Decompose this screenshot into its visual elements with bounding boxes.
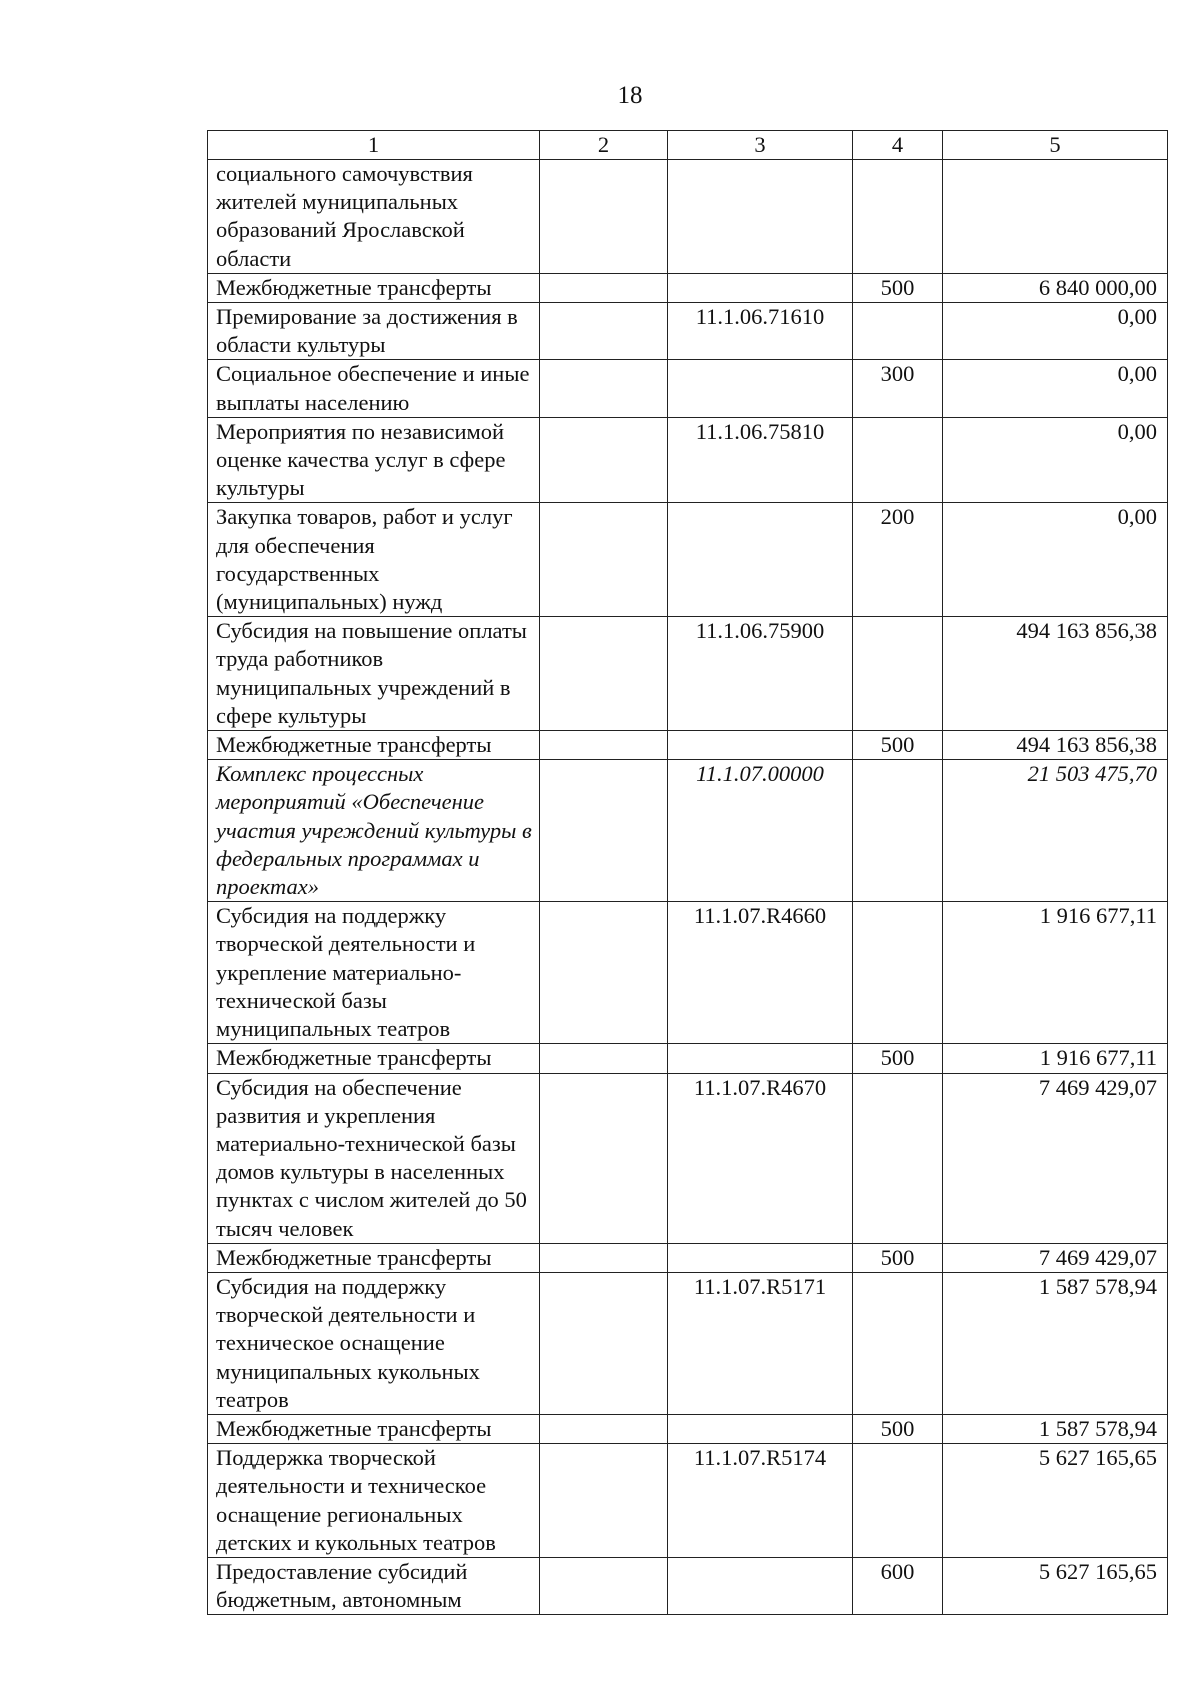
row-amount-cell: 5 627 165,65 [943, 1557, 1168, 1614]
row-amount-cell: 21 503 475,70 [943, 760, 1168, 902]
row-col2-cell [540, 1073, 668, 1243]
row-amount-cell: 1 587 578,94 [943, 1414, 1168, 1443]
column-number-3: 3 [668, 131, 853, 160]
table-row [208, 1557, 1168, 1614]
row-kvr-cell: 200 [853, 503, 943, 617]
row-kvr-cell [853, 160, 943, 274]
row-code-cell [668, 503, 853, 617]
row-kvr-cell: 300 [853, 360, 943, 417]
row-code-cell [668, 731, 853, 760]
row-kvr-cell [853, 760, 943, 902]
table-row [208, 503, 1168, 617]
row-code-cell: 11.1.07.R5174 [668, 1444, 853, 1558]
column-number-2: 2 [540, 131, 668, 160]
row-name-cell: Межбюджетные трансферты [208, 731, 540, 760]
row-code-cell: 11.1.06.75900 [668, 617, 853, 731]
row-amount-cell: 5 627 165,65 [943, 1444, 1168, 1558]
row-amount-cell: 0,00 [943, 503, 1168, 617]
row-amount-cell: 6 840 000,00 [943, 273, 1168, 302]
row-code-cell [668, 1243, 853, 1272]
table-body [208, 160, 1168, 1615]
row-kvr-cell [853, 902, 943, 1044]
column-number-row [208, 131, 1168, 160]
row-amount-cell: 1 916 677,11 [943, 1044, 1168, 1073]
table-header [208, 131, 1168, 160]
row-col2-cell [540, 617, 668, 731]
row-col2-cell [540, 1243, 668, 1272]
row-name-cell: Субсидия на обеспечение развития и укрепления материально-технической базы домов культуры в населенных пунктах с числом жителей до 50 тысяч человек [208, 1073, 540, 1243]
budget-table [207, 130, 1168, 1615]
row-code-cell: 11.1.07.R4660 [668, 902, 853, 1044]
row-col2-cell [540, 1414, 668, 1443]
row-col2-cell [540, 731, 668, 760]
column-number-5: 5 [943, 131, 1168, 160]
table-row [208, 617, 1168, 731]
table-row [208, 1073, 1168, 1243]
row-name-cell: Субсидия на повышение оплаты труда работников муниципальных учреждений в сфере культуры [208, 617, 540, 731]
row-name-cell: Предоставление субсидий бюджетным, автономным [208, 1557, 540, 1614]
row-col2-cell [540, 417, 668, 503]
row-col2-cell [540, 303, 668, 360]
row-amount-cell: 1 916 677,11 [943, 902, 1168, 1044]
row-name-cell: Межбюджетные трансферты [208, 273, 540, 302]
table-row [208, 417, 1168, 503]
row-amount-cell: 0,00 [943, 417, 1168, 503]
table-row [208, 760, 1168, 902]
table-row [208, 360, 1168, 417]
column-number-1: 1 [208, 131, 540, 160]
row-code-cell [668, 160, 853, 274]
table-row [208, 1444, 1168, 1558]
row-kvr-cell: 500 [853, 1044, 943, 1073]
row-col2-cell [540, 1044, 668, 1073]
row-amount-cell: 7 469 429,07 [943, 1243, 1168, 1272]
row-col2-cell [540, 160, 668, 274]
table-row [208, 1044, 1168, 1073]
row-kvr-cell: 500 [853, 1414, 943, 1443]
row-col2-cell [540, 1557, 668, 1614]
row-name-cell: Поддержка творческой деятельности и техническое оснащение региональных детских и кукольных театров [208, 1444, 540, 1558]
table-row [208, 303, 1168, 360]
row-code-cell: 11.1.07.R5171 [668, 1272, 853, 1414]
table-row [208, 1272, 1168, 1414]
table-row [208, 1243, 1168, 1272]
row-code-cell [668, 1557, 853, 1614]
row-name-cell: Субсидия на поддержку творческой деятельности и укрепление материально-технической базы муниципальных театров [208, 902, 540, 1044]
row-name-cell: Мероприятия по независимой оценке качества услуг в сфере культуры [208, 417, 540, 503]
table-row [208, 273, 1168, 302]
row-col2-cell [540, 360, 668, 417]
row-col2-cell [540, 902, 668, 1044]
row-kvr-cell [853, 1272, 943, 1414]
row-kvr-cell [853, 617, 943, 731]
row-kvr-cell: 500 [853, 1243, 943, 1272]
row-amount-cell: 0,00 [943, 360, 1168, 417]
row-code-cell: 11.1.06.71610 [668, 303, 853, 360]
row-amount-cell: 0,00 [943, 303, 1168, 360]
row-col2-cell [540, 503, 668, 617]
table-row [208, 902, 1168, 1044]
row-code-cell: 11.1.07.R4670 [668, 1073, 853, 1243]
row-code-cell: 11.1.06.75810 [668, 417, 853, 503]
table-row [208, 1414, 1168, 1443]
table-row [208, 160, 1168, 274]
row-col2-cell [540, 273, 668, 302]
row-kvr-cell: 500 [853, 731, 943, 760]
row-name-cell: Премирование за достижения в области культуры [208, 303, 540, 360]
page-number: 18 [617, 82, 643, 109]
row-name-cell: социального самочувствия жителей муниципальных образований Ярославской области [208, 160, 540, 274]
row-amount-cell: 494 163 856,38 [943, 617, 1168, 731]
row-code-cell [668, 360, 853, 417]
row-kvr-cell [853, 303, 943, 360]
row-kvr-cell [853, 1444, 943, 1558]
row-name-cell: Комплекс процессных мероприятий «Обеспечение участия учреждений культуры в федеральных программах и проектах» [208, 760, 540, 902]
row-kvr-cell: 600 [853, 1557, 943, 1614]
row-name-cell: Межбюджетные трансферты [208, 1414, 540, 1443]
column-number-4: 4 [853, 131, 943, 160]
row-amount-cell: 494 163 856,38 [943, 731, 1168, 760]
row-amount-cell: 7 469 429,07 [943, 1073, 1168, 1243]
row-name-cell: Межбюджетные трансферты [208, 1243, 540, 1272]
row-amount-cell: 1 587 578,94 [943, 1272, 1168, 1414]
row-name-cell: Закупка товаров, работ и услуг для обеспечения государственных (муниципальных) нужд [208, 503, 540, 617]
row-code-cell [668, 1414, 853, 1443]
row-col2-cell [540, 1444, 668, 1558]
row-kvr-cell [853, 1073, 943, 1243]
row-code-cell: 11.1.07.00000 [668, 760, 853, 902]
row-name-cell: Социальное обеспечение и иные выплаты населению [208, 360, 540, 417]
row-kvr-cell [853, 417, 943, 503]
row-code-cell [668, 1044, 853, 1073]
row-col2-cell [540, 1272, 668, 1414]
row-code-cell [668, 273, 853, 302]
table-row [208, 731, 1168, 760]
row-amount-cell [943, 160, 1168, 274]
row-name-cell: Субсидия на поддержку творческой деятельности и техническое оснащение муниципальных кукольных театров [208, 1272, 540, 1414]
row-col2-cell [540, 760, 668, 902]
row-kvr-cell: 500 [853, 273, 943, 302]
row-name-cell: Межбюджетные трансферты [208, 1044, 540, 1073]
